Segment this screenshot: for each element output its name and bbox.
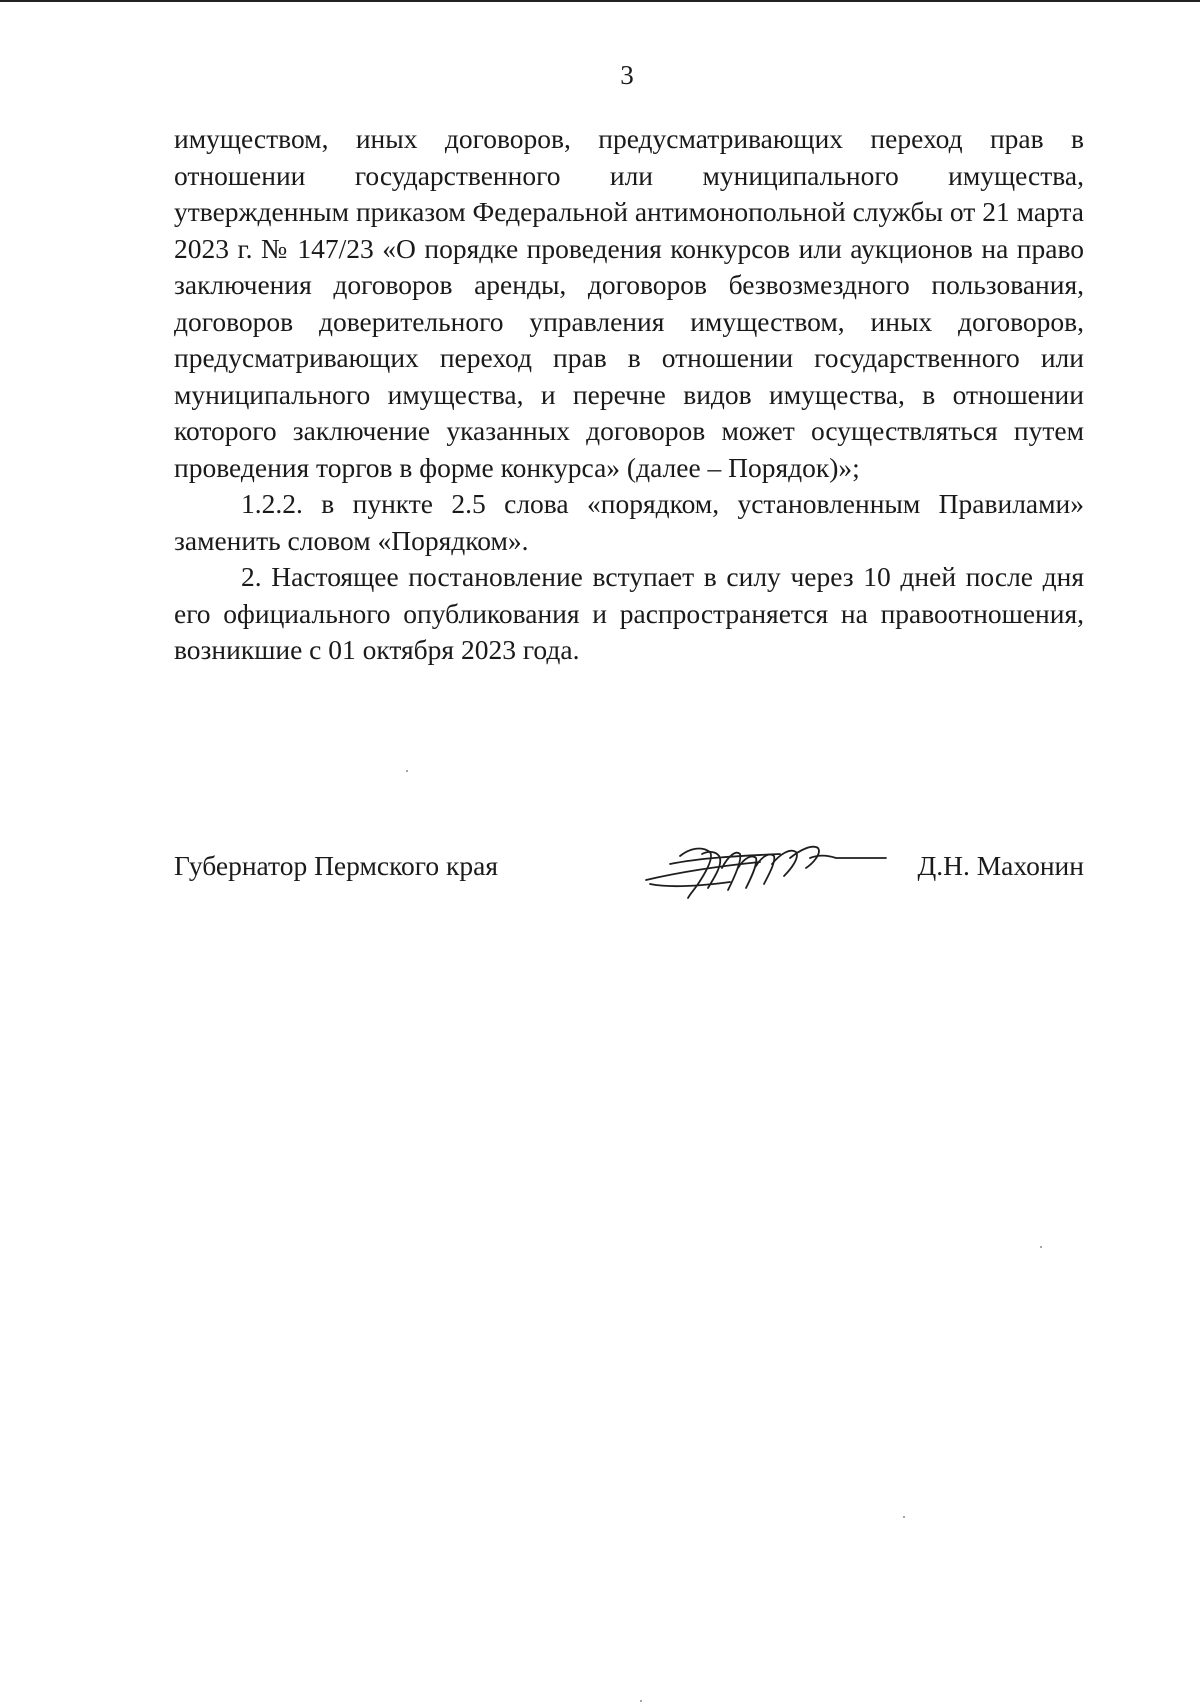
paragraph-item-2: 2. Настоящее постановление вступает в силу через 10 дней после дня его официального опубликования и распространяется на правоотношения, возникшие с 01 октября 2023 года. [174,561,1084,665]
scan-speck [640,1700,642,1702]
handwritten-signature [640,828,890,908]
signature-block [174,848,1084,888]
scan-speck [903,1516,905,1518]
page-top-edge [0,0,1200,2]
signer-title: Губернатор Пермского края [174,850,498,881]
scan-speck [406,770,408,772]
paragraph-item-1-2-2: 1.2.2. в пункте 2.5 слова «порядком, установленным Правилами» заменить словом «Порядком». [174,488,1084,556]
scan-speck [1040,1246,1042,1248]
page-number: 3 [620,60,634,90]
document-body [174,121,1084,669]
paragraph-continuation: имуществом, иных договоров, предусматривающих переход прав в отношении государственного или муниципального имущества, утвержденным приказом Федеральной антимонопольной службы от 21 марта 2023 г. № 147/23 «О порядке проведения конкурсов или аукционов на право заключения договоров аренды, договоров безвозмездного пользования, договоров доверительного управления имуществом, иных договоров, предусматривающих переход прав в отношении государственного или муниципального имущества, и перечне видов имущества, в отношении которого заключение указанных договоров может осуществляться путем проведения торгов в форме конкурса» (далее – Порядок)»; [174,123,1084,483]
signer-name: Д.Н. Махонин [917,850,1084,881]
